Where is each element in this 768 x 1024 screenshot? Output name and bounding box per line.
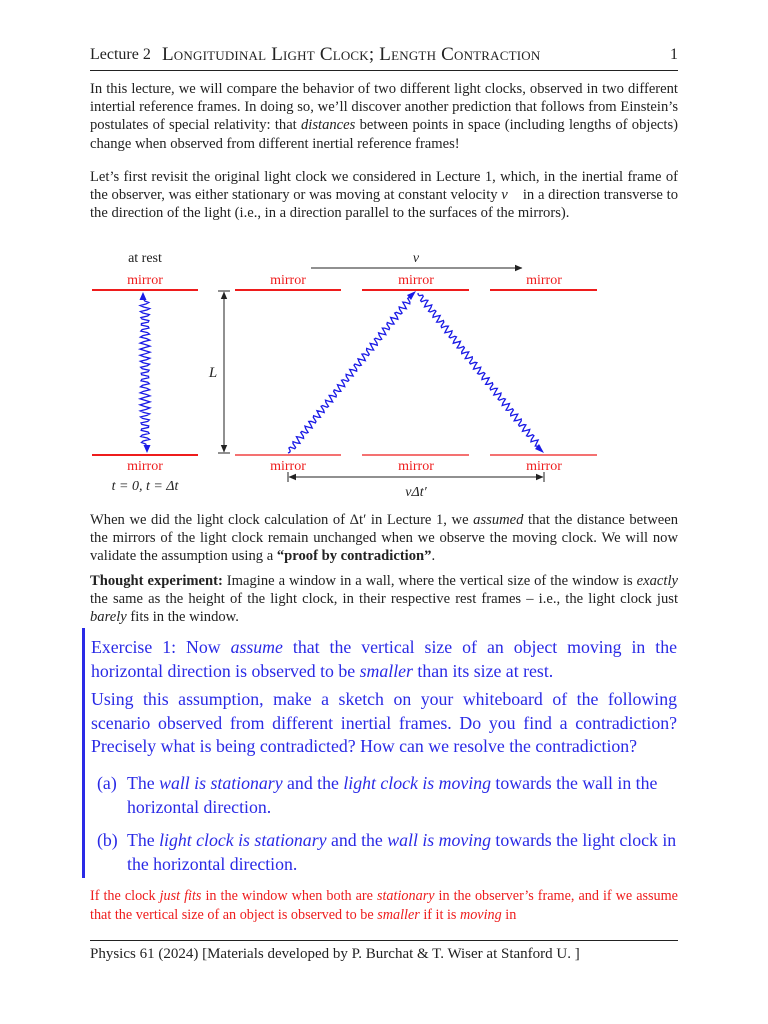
moving-bottom-mirror-middle-label: mirror bbox=[398, 459, 434, 474]
moving-top-mirror-right-label: mirror bbox=[526, 273, 562, 288]
moving-top-mirror-left-label: mirror bbox=[270, 273, 306, 288]
header-rule bbox=[90, 70, 678, 71]
distance-label: vΔt′ bbox=[405, 485, 427, 500]
moving-photon-path-up bbox=[288, 296, 412, 453]
item-b-label: (b) bbox=[97, 830, 118, 850]
moving-bottom-mirror-left-label: mirror bbox=[270, 459, 306, 474]
assumption-paragraph: When we did the light clock calculation of Δt′ in Lecture 1, we assumed that the distance between the mirrors of the light clock remain unchanged when we observe the moving clock. We will now validate the assumption using a “proof by contradiction”. bbox=[90, 512, 678, 565]
exercise-margin-bar bbox=[82, 628, 85, 878]
rest-photon-arrowhead-top bbox=[140, 292, 147, 300]
moving-bottom-mirror-right-label: mirror bbox=[526, 459, 562, 474]
rest-top-mirror-label: mirror bbox=[127, 273, 163, 288]
item-a-label: (a) bbox=[97, 773, 117, 793]
page-number: 1 bbox=[670, 46, 678, 63]
revisit-paragraph: Let’s first revisit the original light clock we considered in Lecture 1, which, in the inertial frame of the observer, was either stationary or was moving at constant velocity v⃗ in a direction transverse to the direction of the light (i.e., in a direction parallel to the surfaces of the mirrors). bbox=[90, 169, 678, 222]
at-rest-label: at rest bbox=[128, 251, 162, 266]
exercise-box bbox=[82, 628, 678, 878]
rest-photon-path bbox=[140, 298, 150, 447]
time-label: t = 0, t = Δt bbox=[111, 479, 179, 494]
intro-paragraph: In this lecture, we will compare the behavior of two different light clocks, observed in two different intertial reference frames. In doing so, we’ll discover another prediction that follows from Einstein’s postulates of special relativity: that distances between points in space (including lengths of objects) change when observed from different inertial reference frames! bbox=[90, 81, 679, 152]
moving-photon-arrowhead-bottom bbox=[535, 444, 544, 453]
exercise-intro: Exercise 1: Now assume that the vertical size of an object moving in the horizontal direction is observed to be smaller than its size at rest. bbox=[91, 637, 677, 681]
light-clock-figure bbox=[0, 240, 768, 505]
moving-photon-path-down bbox=[418, 293, 540, 448]
velocity-label: v bbox=[412, 251, 420, 266]
rest-photon-arrowhead-bottom bbox=[144, 445, 151, 453]
thought-experiment-paragraph: Thought experiment: Imagine a window in a wall, where the vertical size of the window is exactly the same as the height of the light clock, in their respective rest frames – i.e., the light clock just barely fits in the window. bbox=[90, 573, 678, 626]
item-b-text: The light clock is stationary and the wall is moving towards the light clock in the horizontal direction. bbox=[127, 830, 677, 874]
lecture-number: Lecture 2 bbox=[90, 46, 151, 63]
exercise-task: Using this assumption, make a sketch on your whiteboard of the following scenario observed from different inertial frames. Do you find a contradiction? Precisely what is being contradicted? How can we resolve the contradiction? bbox=[91, 689, 677, 756]
length-label: L bbox=[208, 365, 218, 381]
answer-text: If the clock just fits in the window when both are stationary in the observer’s frame, and if we assume that the vertical size of an object is observed to be smaller if it is moving in bbox=[90, 888, 678, 923]
rest-bottom-mirror-label: mirror bbox=[127, 459, 163, 474]
moving-top-mirror-middle-label: mirror bbox=[398, 273, 434, 288]
page-footer: Physics 61 (2024) [Materials developed by P. Burchat & T. Wiser at Stanford U. ] bbox=[90, 946, 580, 962]
page-header bbox=[90, 44, 678, 70]
item-a-text: The wall is stationary and the light clock is moving towards the wall in the horizontal direction. bbox=[127, 773, 658, 817]
lecture-title: Longitudinal Light Clock; Length Contraction bbox=[162, 44, 541, 65]
footer-rule bbox=[90, 940, 678, 941]
